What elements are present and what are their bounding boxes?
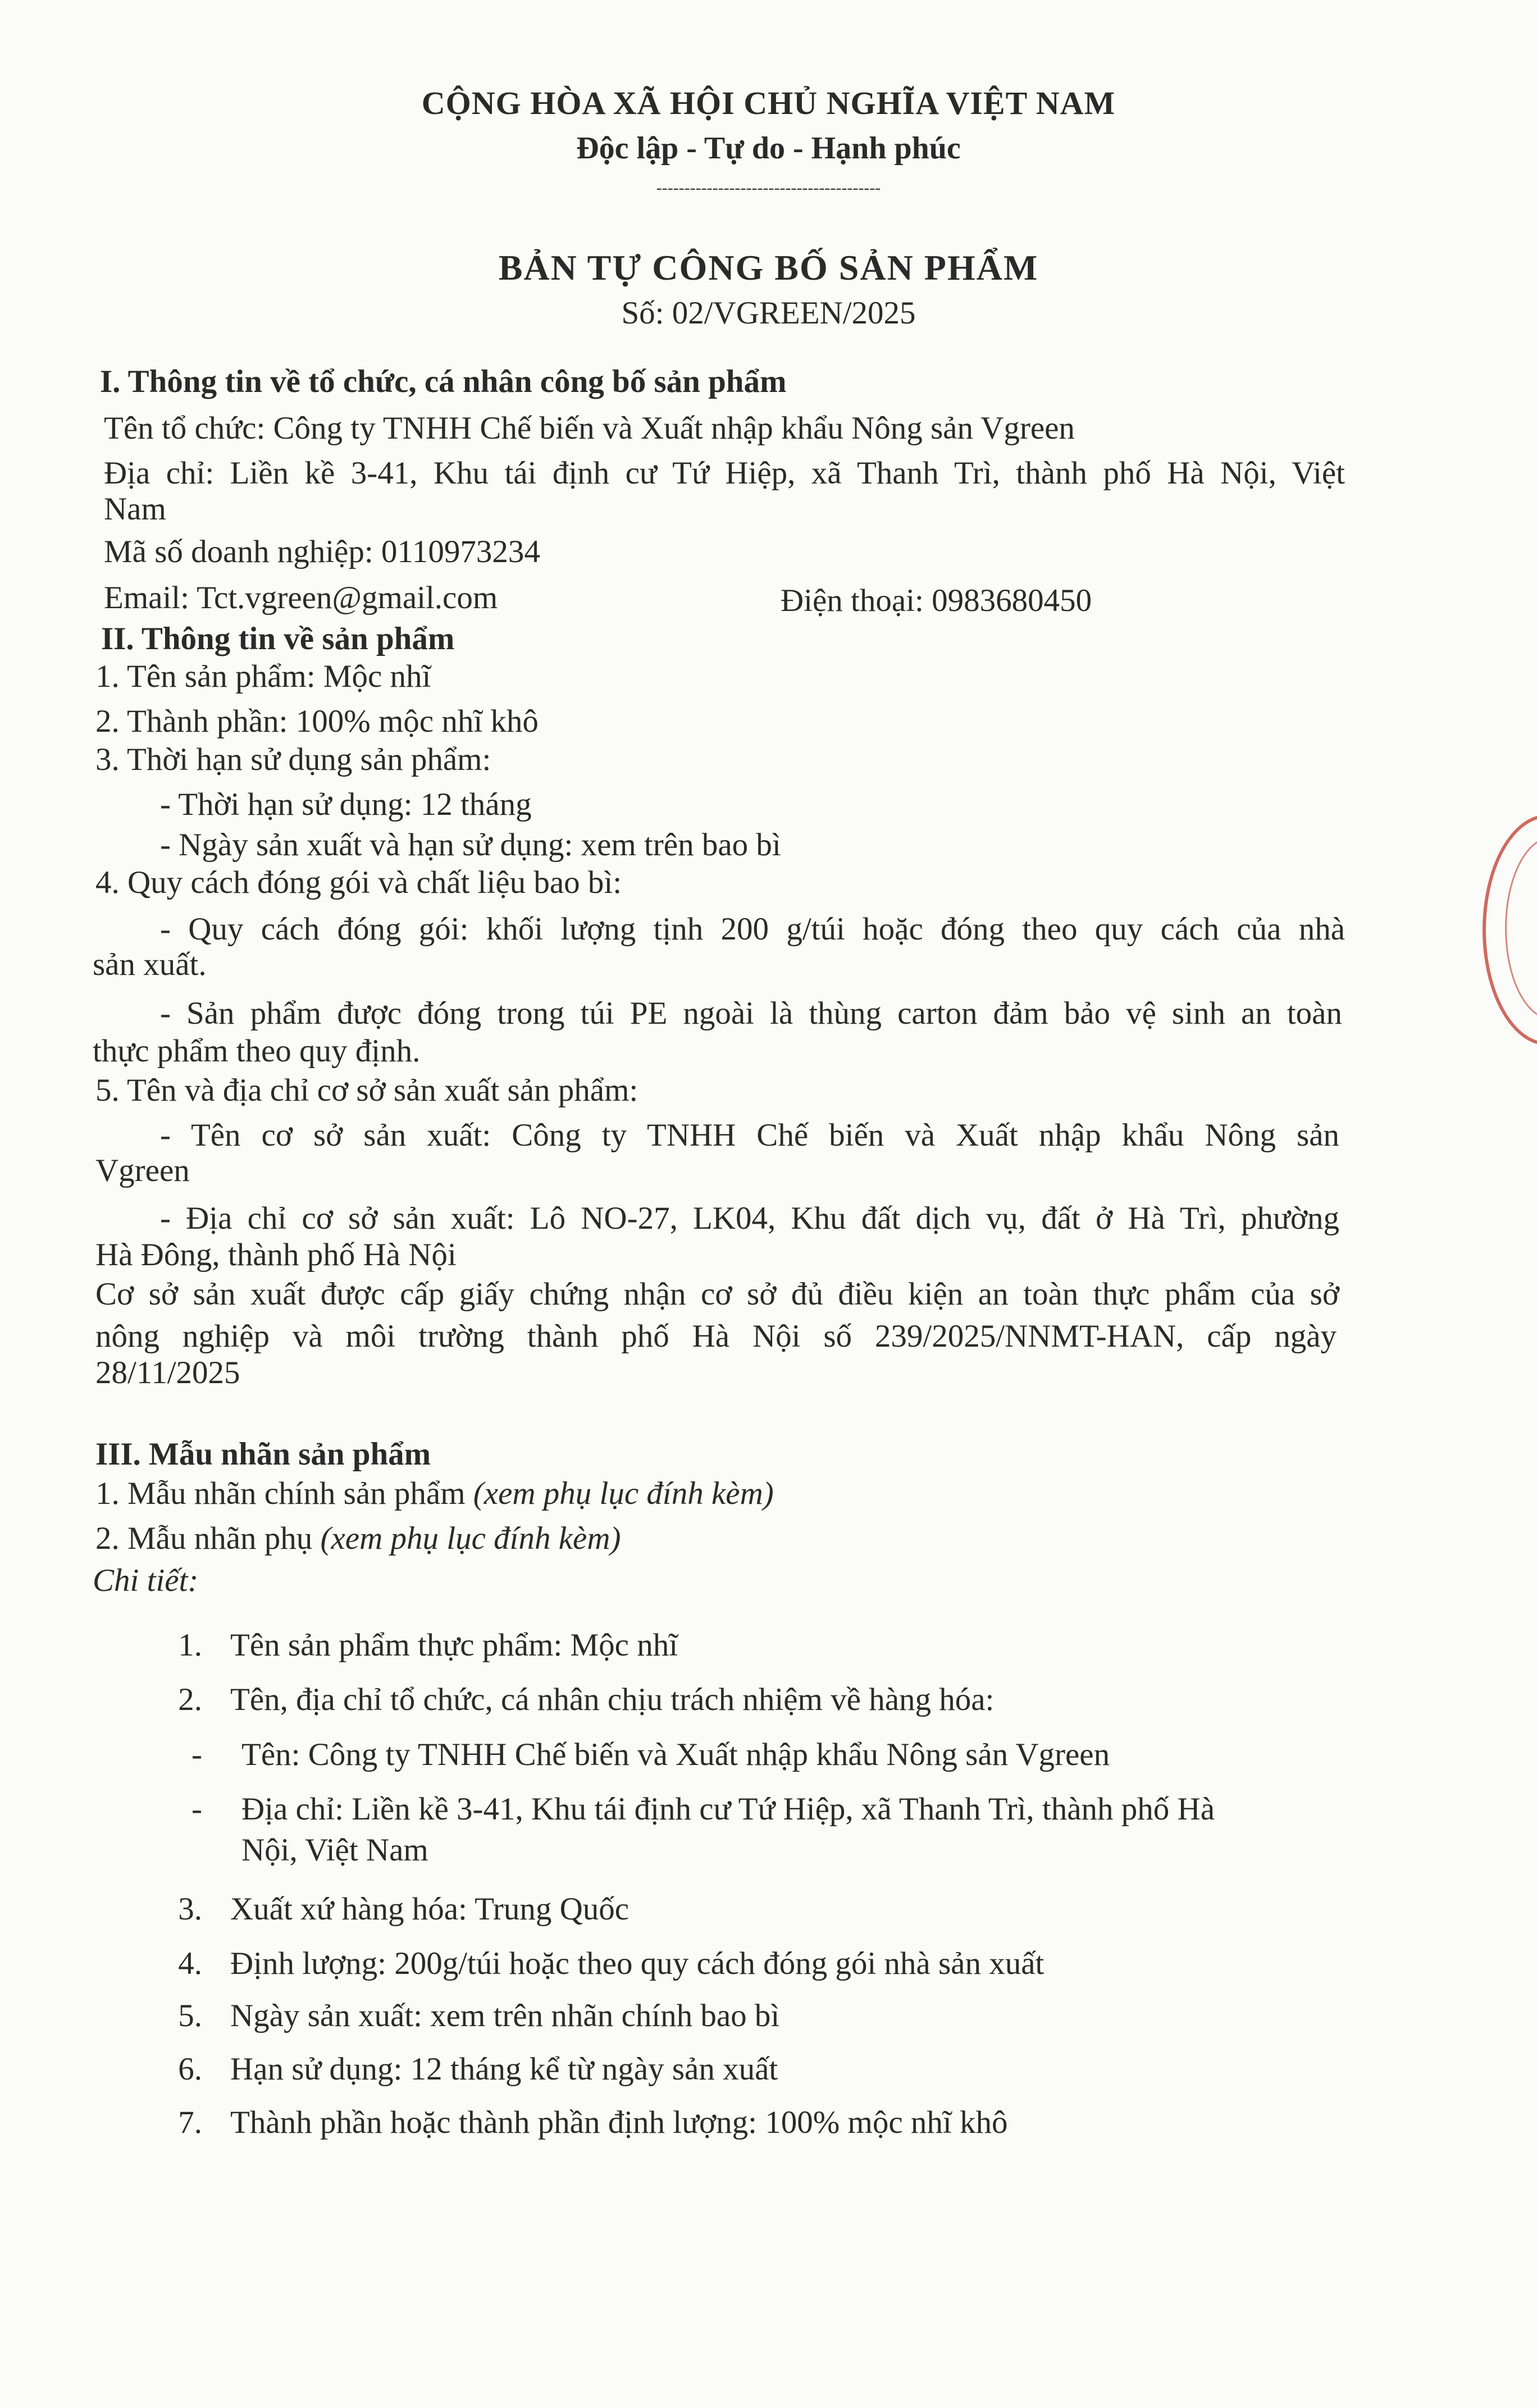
section-1-heading: I. Thông tin về tổ chức, cá nhân công bố sản phẩm: [100, 364, 787, 399]
document-title: BẢN TỰ CÔNG BỐ SẢN PHẨM: [498, 248, 1039, 288]
certificate-line-3: 28/11/2025: [95, 1355, 240, 1390]
manufacturer-name-line-1: - Tên cơ sở sản xuất: Công ty TNHH Chế biến và Xuất nhập khẩu Nông sản: [160, 1118, 1339, 1153]
manufacturer-address-line-2: Hà Đông, thành phố Hà Nội: [95, 1237, 457, 1273]
packaging-heading: 4. Quy cách đóng gói và chất liệu bao bì:: [95, 865, 622, 900]
detail-text: Xuất xứ hàng hóa: Trung Quốc: [230, 1891, 630, 1927]
national-motto: Độc lập - Tự do - Hạnh phúc: [576, 131, 961, 166]
product-ingredients: 2. Thành phần: 100% mộc nhĩ khô: [95, 704, 539, 739]
detail-marker: 2.: [178, 1682, 202, 1717]
main-label-text: 1. Mẫu nhãn chính sản phẩm: [95, 1476, 473, 1511]
manufacturer-name-line-2: Vgreen: [95, 1153, 190, 1188]
packaging-material-line-1: - Sản phẩm được đóng trong túi PE ngoài là thùng carton đảm bảo vệ sinh an toàn: [160, 996, 1342, 1031]
sub-label-text: 2. Mẫu nhãn phụ: [95, 1521, 321, 1556]
certificate-line-1: Cơ sở sản xuất được cấp giấy chứng nhận cơ sở đủ điều kiện an toàn thực phẩm của sở: [95, 1276, 1339, 1312]
section-2-heading: II. Thông tin về sản phẩm: [101, 621, 455, 656]
phone: Điện thoại: 0983680450: [781, 583, 1092, 618]
org-address-line-2: Nam: [104, 491, 166, 527]
detail-text: Hạn sử dụng: 12 tháng kể từ ngày sản xuất: [230, 2051, 778, 2087]
document-number: Số: 02/VGREEN/2025: [621, 295, 916, 331]
detail-marker: 6.: [178, 2051, 202, 2087]
manufacturer-address-line-1: - Địa chỉ cơ sở sản xuất: Lô NO-27, LK04, Khu đất dịch vụ, đất ở Hà Trì, phường: [160, 1201, 1339, 1236]
detail-marker: 5.: [178, 1998, 202, 2033]
manufacturer-heading: 5. Tên và địa chỉ cơ sở sản xuất sản phẩm:: [95, 1073, 638, 1108]
detail-marker: 4.: [178, 1946, 202, 1981]
main-label-item: [95, 1474, 774, 1513]
production-date: - Ngày sản xuất và hạn sử dụng: xem trên bao bì: [160, 827, 781, 863]
main-label-note: (xem phụ lục đính kèm): [473, 1476, 774, 1511]
detail-marker: 3.: [178, 1891, 202, 1927]
sub-label-note: (xem phụ lục đính kèm): [320, 1521, 621, 1556]
packaging-spec-line-2: sản xuất.: [93, 947, 207, 982]
section-3-heading: III. Mẫu nhãn sản phẩm: [95, 1436, 431, 1472]
email: Email: Tct.vgreen@gmail.com: [104, 580, 498, 615]
packaging-spec-line-1: - Quy cách đóng gói: khối lượng tịnh 200 g/túi hoặc đóng theo quy cách của nhà: [160, 911, 1345, 947]
detail-marker: -: [191, 1791, 202, 1827]
certificate-line-2: nông nghiệp và môi trường thành phố Hà Nội số 239/2025/NNMT-HAN, cấp ngày: [95, 1319, 1337, 1354]
details-label: Chi tiết:: [93, 1563, 199, 1598]
shelf-life: - Thời hạn sử dụng: 12 tháng: [160, 787, 532, 822]
detail-text: Địa chỉ: Liền kề 3-41, Khu tái định cư Tứ Hiệp, xã Thanh Trì, thành phố Hà: [241, 1791, 1215, 1827]
tax-code: Mã số doanh nghiệp: 0110973234: [104, 534, 540, 569]
detail-text: Tên, địa chỉ tổ chức, cá nhân chịu trách nhiệm về hàng hóa:: [230, 1682, 995, 1717]
org-address-line-1: Địa chỉ: Liền kề 3-41, Khu tái định cư Tứ Hiệp, xã Thanh Trì, thành phố Hà Nội, Việt: [104, 455, 1345, 491]
detail-text: Định lượng: 200g/túi hoặc theo quy cách đóng gói nhà sản xuất: [230, 1946, 1045, 1981]
detail-marker: -: [191, 1737, 202, 1772]
sub-label-item: [95, 1519, 621, 1558]
detail-text: Ngày sản xuất: xem trên nhãn chính bao bì: [230, 1998, 780, 2033]
packaging-material-line-2: thực phẩm theo quy định.: [93, 1033, 421, 1069]
detail-text: Tên sản phẩm thực phẩm: Mộc nhĩ: [230, 1627, 678, 1663]
detail-text: Tên: Công ty TNHH Chế biến và Xuất nhập khẩu Nông sản Vgreen: [241, 1737, 1110, 1772]
shelf-life-heading: 3. Thời hạn sử dụng sản phẩm:: [95, 742, 491, 777]
detail-marker: 7.: [178, 2105, 202, 2140]
national-title: CỘNG HÒA XÃ HỘI CHỦ NGHĨA VIỆT NAM: [421, 85, 1116, 121]
org-name: Tên tổ chức: Công ty TNHH Chế biến và Xuất nhập khẩu Nông sản Vgreen: [104, 411, 1075, 446]
product-name: 1. Tên sản phẩm: Mộc nhĩ: [95, 659, 431, 694]
detail-marker: 1.: [178, 1627, 202, 1663]
detail-text: Thành phần hoặc thành phần định lượng: 100% mộc nhĩ khô: [230, 2105, 1008, 2140]
detail-text-continued: Nội, Việt Nam: [241, 1832, 428, 1868]
header-rule: ----------------------------------------: [656, 179, 881, 197]
